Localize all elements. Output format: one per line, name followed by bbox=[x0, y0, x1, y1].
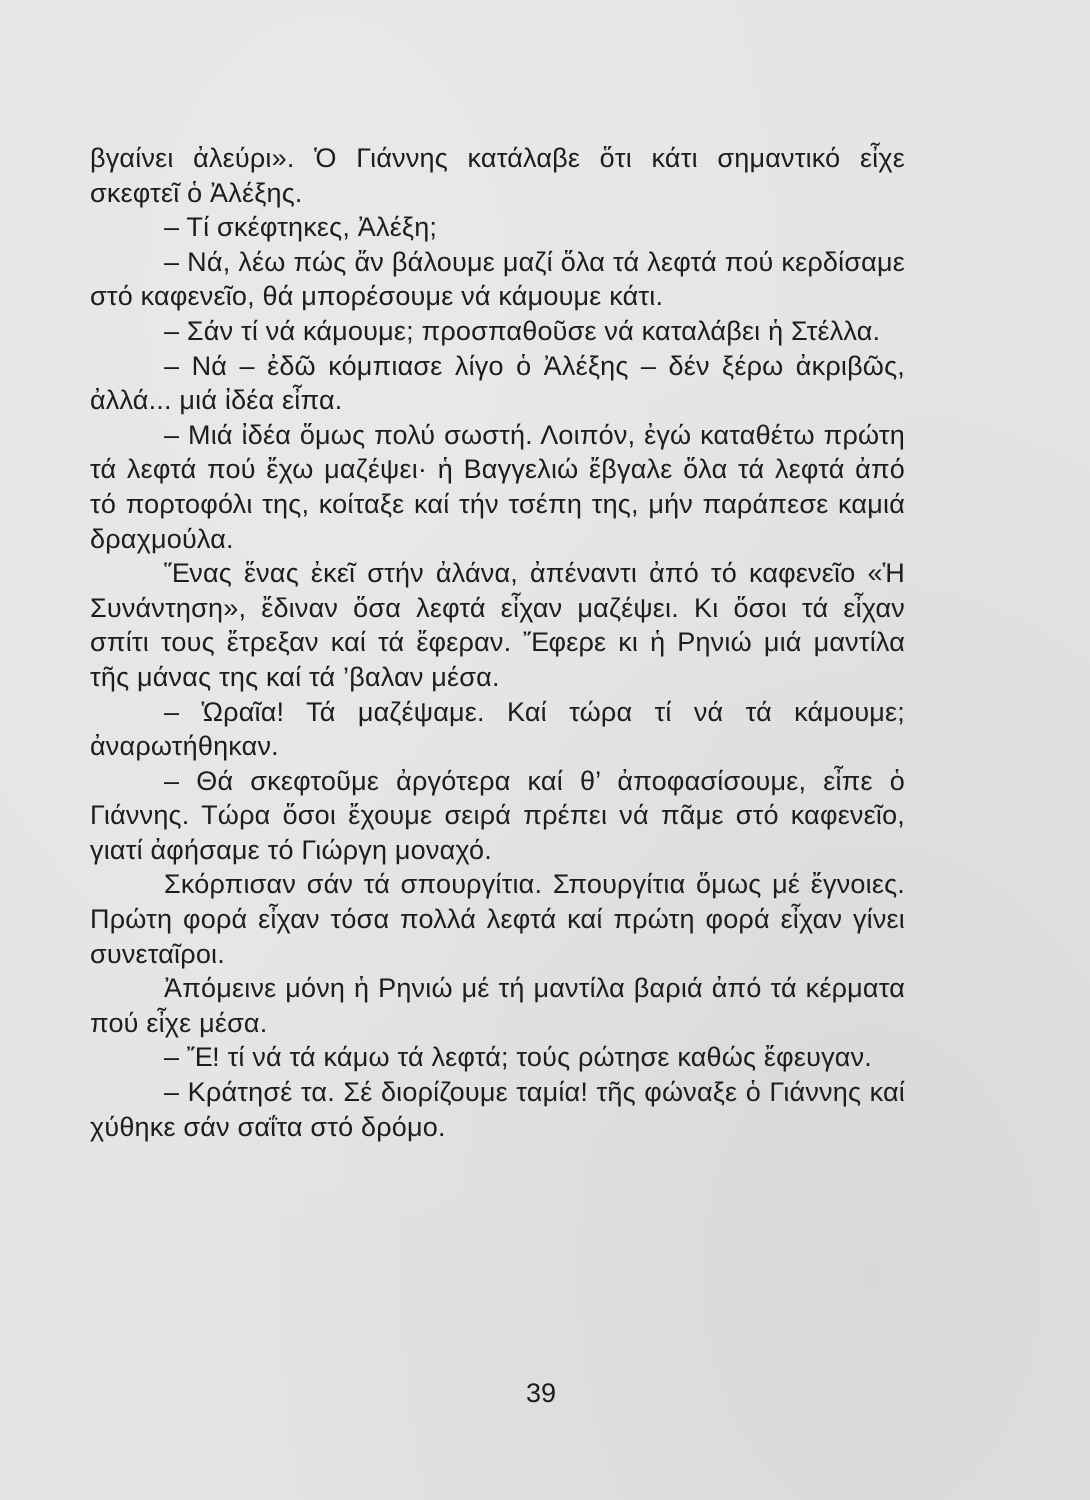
paragraph: – Ἔ! τί νά τά κάμω τά λεφτά; τούς ρώτησε καθώς ἔφευγαν. bbox=[164, 1042, 872, 1073]
paragraph: Ἕνας ἕνας ἐκεῖ στήν ἀλάνα, ἀπέναντι ἀπό τό καφενεῖο «Ἡ Συνάντηση», ἔδιναν ὅσα λεφτά εἶχαν μαζέψει. Κι ὅσοι τά εἶχαν σπίτι τους ἔτρεξαν καί τά ἔφεραν. Ἔφερε κι ἡ Ρηνιώ μιά μαντίλα τῆς μάνας της καί τά ’βαλαν μέσα. bbox=[90, 558, 905, 692]
paragraph: – Νά – ἐδῶ κόμπιασε λίγο ὁ Ἀλέξης – δέν ξέρω ἀκριβῶς, ἀλλά... μιά ἰδέα εἶπα. bbox=[90, 350, 905, 416]
paragraph: – Τί σκέφτηκες, Ἀλέξη; bbox=[164, 212, 438, 243]
paragraph: – Θά σκεφτοῦμε ἀργότερα καί θ’ ἀποφασίσουμε, εἶπε ὁ Γιάννης. Τώρα ὅσοι ἔχουμε σειρά πρέπει νά πᾶμε στό καφενεῖο, γιατί ἀφήσαμε τό Γιώργη μοναχό. bbox=[90, 765, 905, 865]
paragraph: Σκόρπισαν σάν τά σπουργίτια. Σπουργίτια ὅμως μέ ἔγνοιες. Πρώτη φορά εἶχαν τόσα πολλά λεφτά καί πρώτη φορά εἶχαν γίνει συνεταῖροι. bbox=[90, 869, 905, 969]
paragraph: βγαίνει ἀλεύρι». Ὁ Γιάννης κατάλαβε ὅτι κάτι σημαντικό εἶχε σκεφτεῖ ὁ Ἀλέξης. bbox=[90, 143, 905, 208]
paragraph: Ἀπόμεινε μόνη ἡ Ρηνιώ μέ τή μαντίλα βαριά ἀπό τά κέρματα πού εἶχε μέσα. bbox=[90, 973, 905, 1038]
paragraph: – Κράτησέ τα. Σέ διορίζουμε ταμία! τῆς φώναξε ὁ Γιάννης καί χύθηκε σάν σαΐτα στό δρόμο. bbox=[90, 1077, 905, 1142]
page-number: 39 bbox=[525, 1378, 557, 1408]
paragraph: – Σάν τί νά κάμουμε; προσπαθοῦσε νά καταλάβει ἡ Στέλλα. bbox=[164, 315, 881, 346]
paragraph: – Μιά ἰδέα ὅμως πολύ σωστή. Λοιπόν, ἐγώ καταθέτω πρώτη τά λεφτά πού ἔχω μαζέψει· ἡ Βαγγελιώ ἔβγαλε ὅλα τά λεφτά ἀπό τό πορτοφόλι της, κοίταξε καί τήν τσέπη της, μήν παράπεσε καμιά δραχμούλα. bbox=[90, 419, 905, 554]
paragraph: – Νά, λέω πώς ἄν βάλουμε μαζί ὅλα τά λεφτά πού κερδίσαμε στό καφενεῖο, θά μπορέσουμε νά κάμουμε κάτι. bbox=[90, 246, 905, 312]
paragraph: – Ὡραῖα! Τά μαζέψαμε. Καί τώρα τί νά τά κάμουμε; ἀναρωτήθηκαν. bbox=[90, 696, 905, 762]
body-text bbox=[90, 141, 905, 1144]
